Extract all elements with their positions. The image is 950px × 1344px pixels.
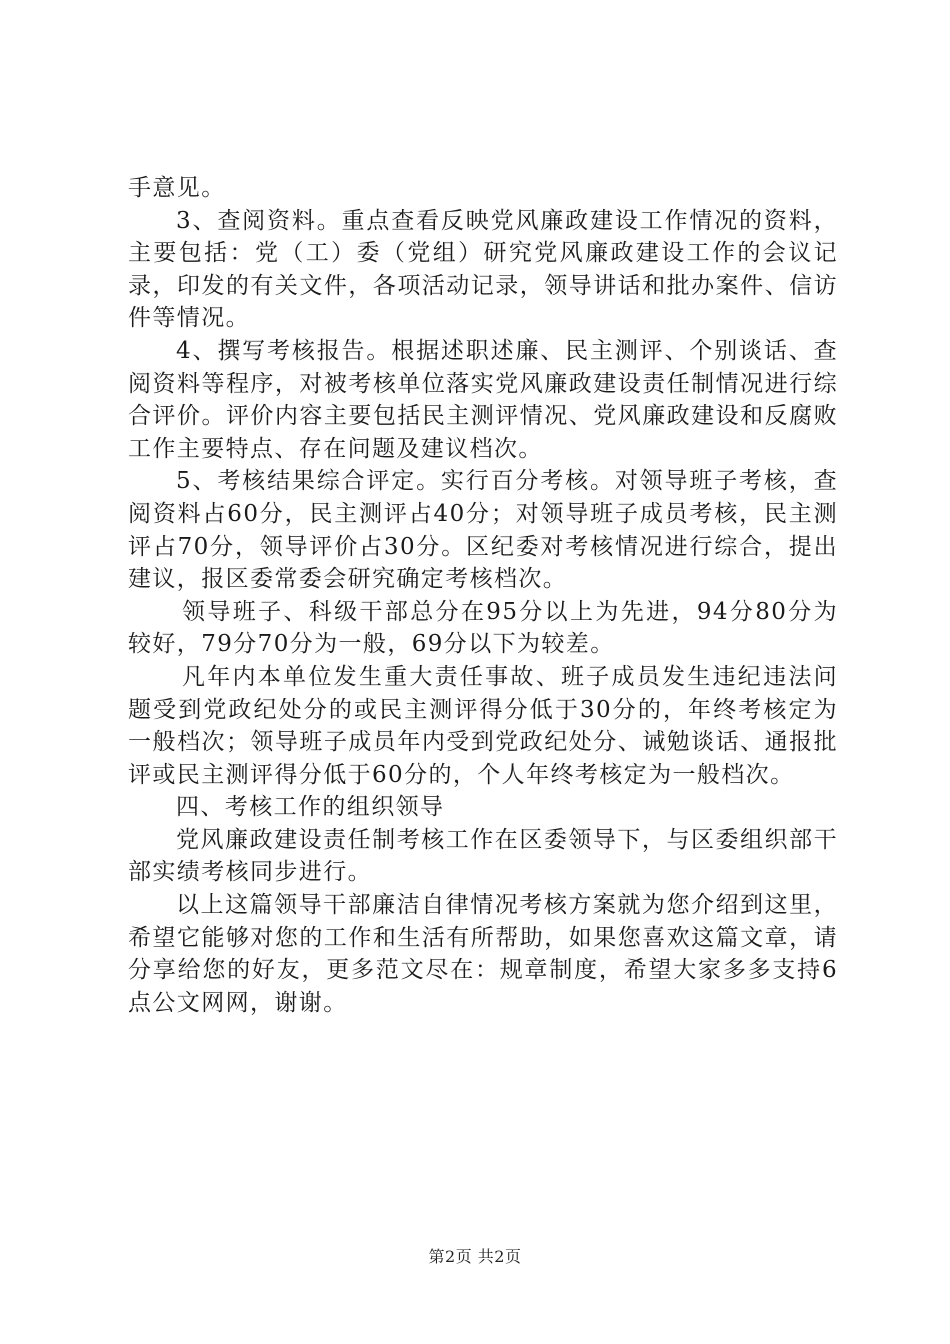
- paragraph-general-grade-rules: 凡年内本单位发生重大责任事故、班子成员发生违纪违法问题受到党政纪处分的或民主测评得分低于30分的，年终考核定为一般档次；领导班子成员年内受到党政纪处分、诫勉谈话、通报批评或民主测评得分低于60分的，个人年终考核定为一般档次。: [128, 663, 838, 788]
- paragraph-score-grades: 领导班子、科级干部总分在95分以上为先进，94分80分为较好，79分70分为一般，69分以下为较差。: [128, 598, 838, 658]
- section-heading-organization: 四、考核工作的组织领导: [176, 794, 445, 821]
- page-number-footer: 第2页 共2页: [428, 1247, 522, 1266]
- paragraph-closing: 以上这篇领导干部廉洁自律情况考核方案就为您介绍到这里，希望它能够对您的工作和生活有所帮助，如果您喜欢这篇文章，请分享给您的好友，更多范文尽在：规章制度，希望大家多多支持6点公文网网，谢谢。: [128, 892, 838, 1016]
- paragraph-organization: 党风廉政建设责任制考核工作在区委领导下，与区委组织部干部实绩考核同步进行。: [128, 826, 838, 886]
- paragraph-review-materials: 3、查阅资料。重点查看反映党风廉政建设工作情况的资料，主要包括：党（工）委（党组）研究党风廉政建设工作的会议记录，印发的有关文件，各项活动记录，领导讲话和批办案件、信访件等情况。: [128, 207, 838, 332]
- paragraph-overall-assessment: 5、考核结果综合评定。实行百分考核。对领导班子考核，查阅资料占60分，民主测评占40分；对领导班子成员考核，民主测评占70分，领导评价占30分。区纪委对考核情况进行综合，提出建议，报区委常委会研究确定考核档次。: [128, 468, 838, 593]
- document-body: [128, 172, 838, 1019]
- paragraph-continuation: 手意见。: [128, 175, 226, 201]
- paragraph-write-report: 4、撰写考核报告。根据述职述廉、民主测评、个别谈话、查阅资料等程序，对被考核单位落实党风廉政建设责任制情况进行综合评价。评价内容主要包括民主测评情况、党风廉政建设和反腐败工作主要特点、存在问题及建议档次。: [128, 337, 838, 462]
